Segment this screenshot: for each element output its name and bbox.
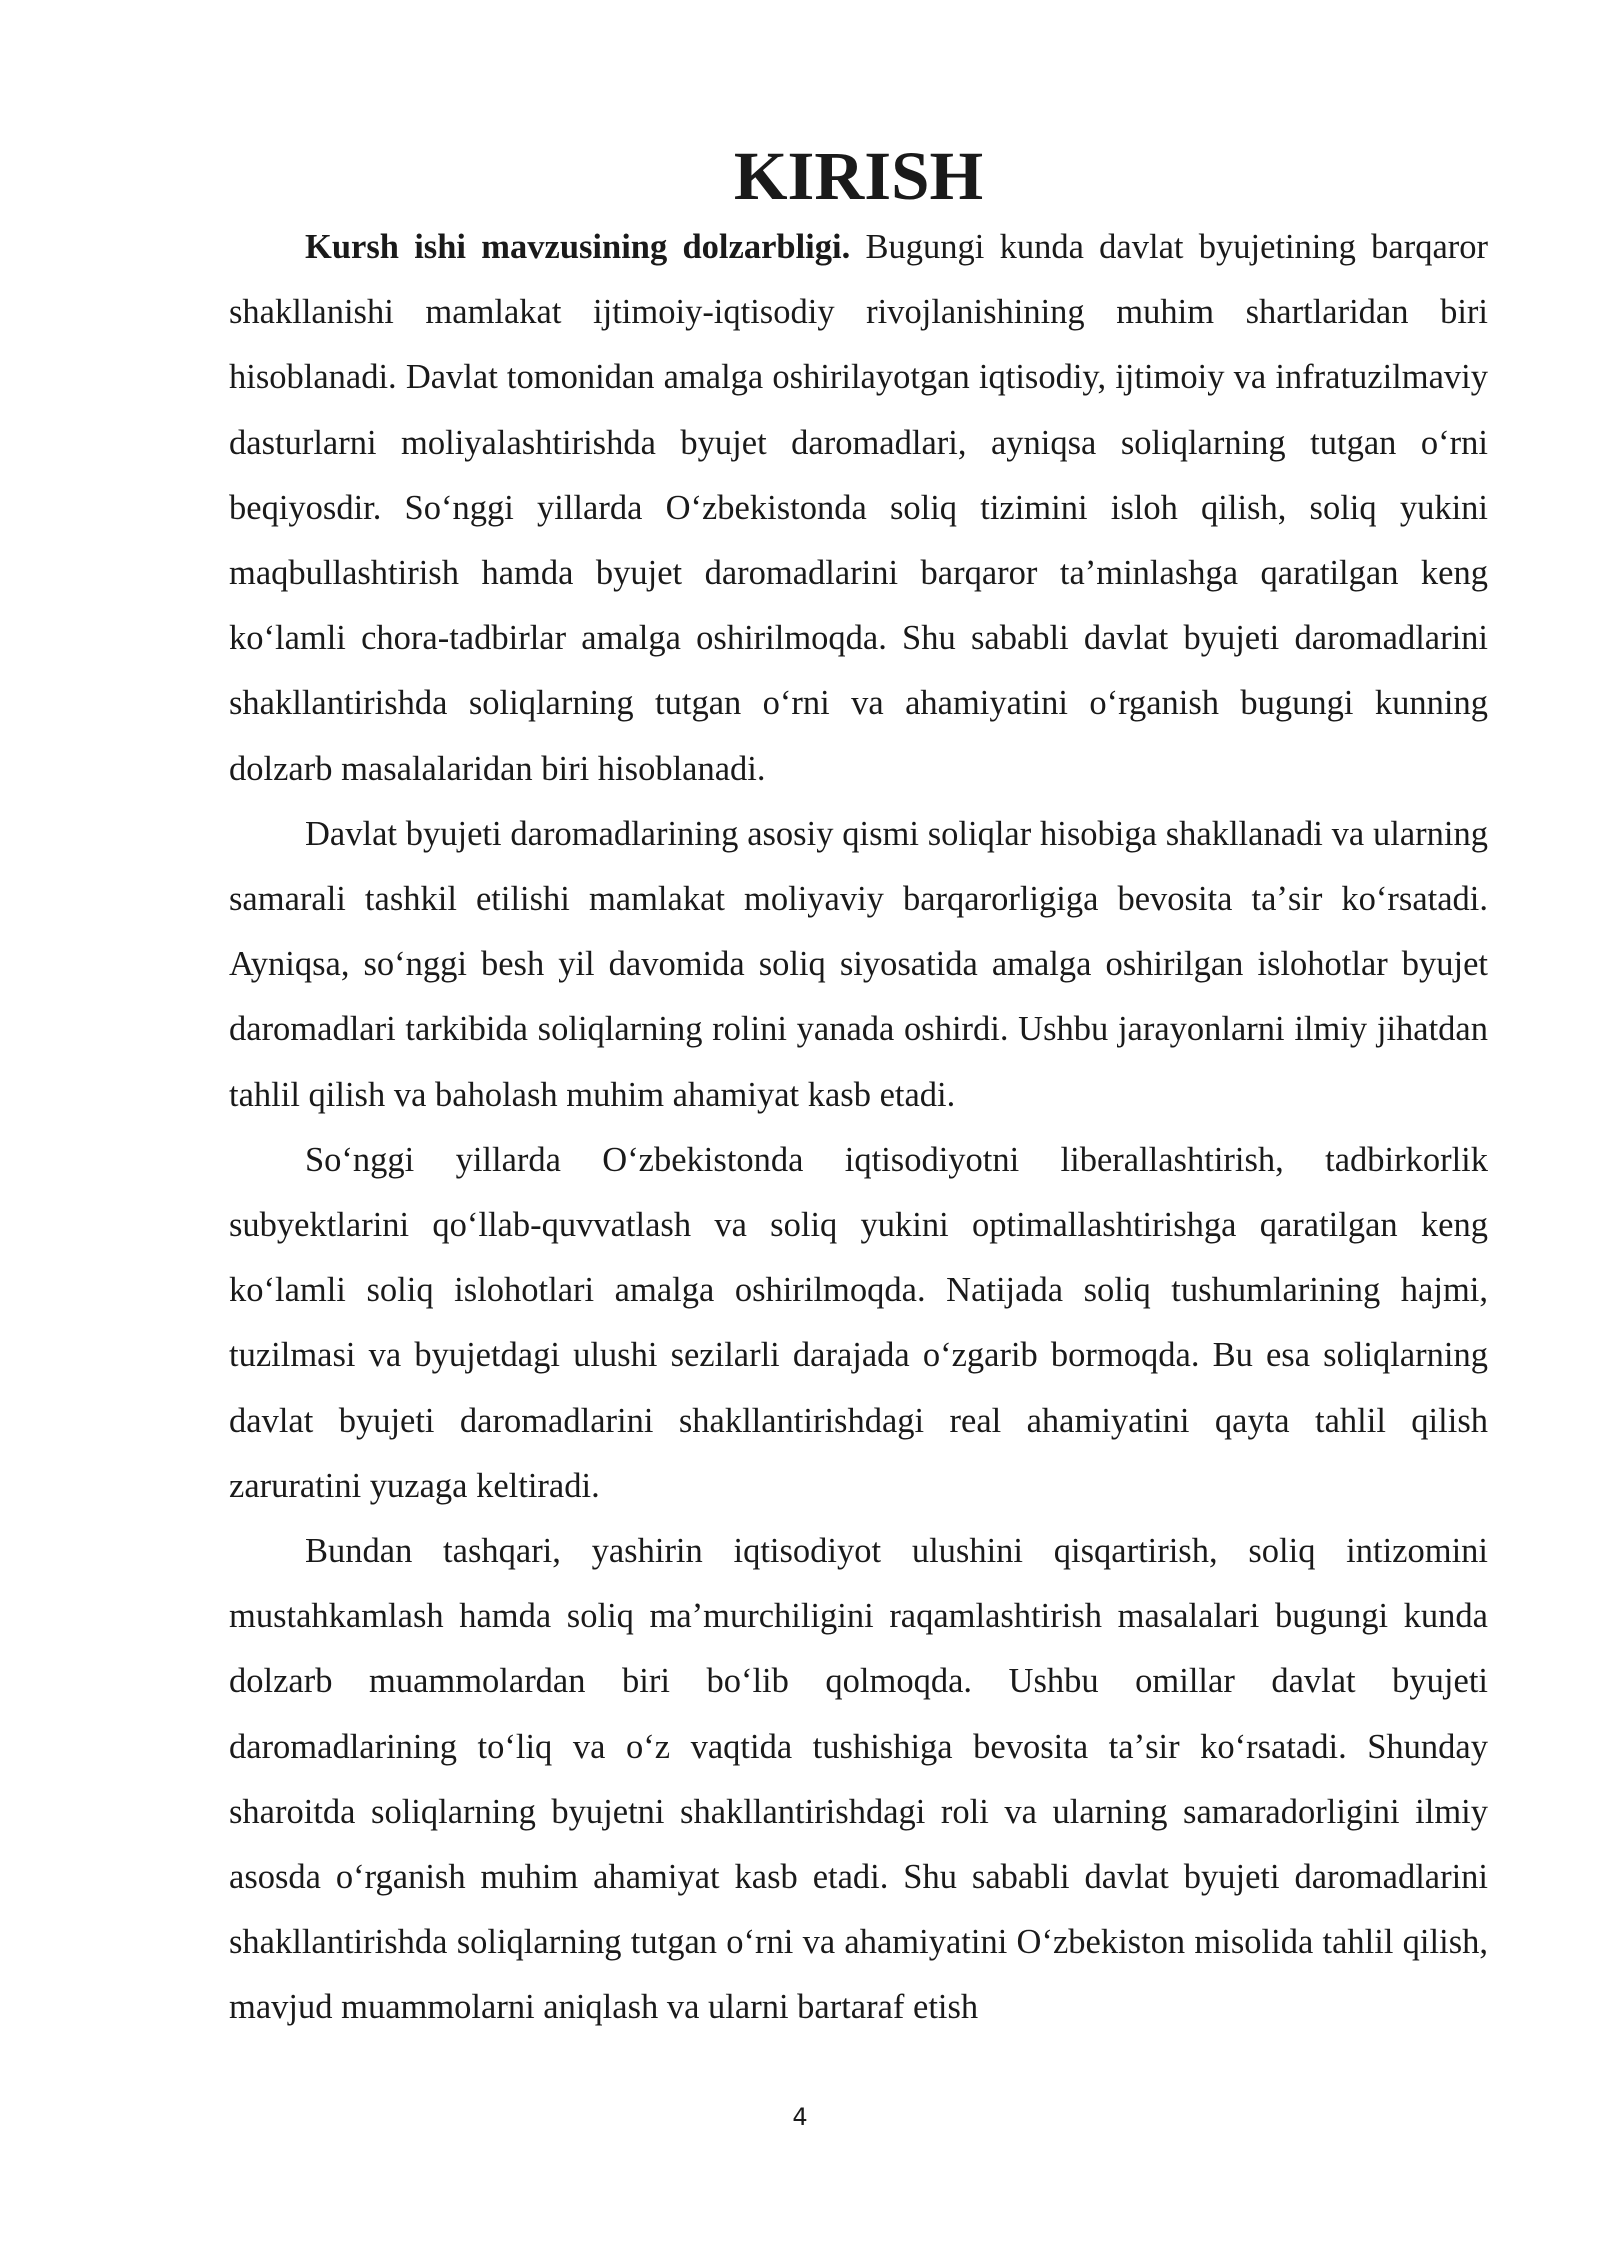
paragraph-text: Bugungi kunda davlat byujetining barqaror shakllanishi mamlakat ijtimoiy-iqtisodiy rivojlanishining muhim shartlaridan biri hisoblanadi. Davlat tomonidan amalga oshirilayotgan iqtisodiy, ijtimoiy va infratuzilmaviy dasturlarni moliyalashtirishda byujet daromadlari, ayniqsa soliqlarning tutgan oʻrni beqiyosdir. Soʻnggi yillarda Oʻzbekistonda soliq tizimini isloh qilish, soliq yukini maqbullashtirish hamda byujet daromadlarini barqaror taʼminlashga qaratilgan keng koʻlamli chora-tadbirlar amalga oshirilmoqda. Shu sababli davlat byujeti daromadlarini shakllantirishda soliqlarning tutgan oʻrni va ahamiyatini oʻrganish bugungi kunning dolzarb masalalaridan biri hisoblanadi. <box>229 228 1488 788</box>
paragraph-tax-reforms: Soʻnggi yillarda Oʻzbekistonda iqtisodiyotni liberallashtirish, tadbirkorlik subyektlarini qoʻllab-quvvatlash va soliq yukini optimallashtirishga qaratilgan keng koʻlamli soliq islohotlari amalga oshirilmoqda. Natijada soliq tushumlarining hajmi, tuzilmasi va byujetdagi ulushi sezilarli darajada oʻzgarib bormoqda. Bu esa soliqlarning davlat byujeti daromadlarini shakllantirishdagi real ahamiyatini qayta tahlil qilish zaruratini yuzaga keltiradi. <box>229 1140 1488 1505</box>
section-heading: KIRISH <box>733 138 984 214</box>
paragraph-budget-revenue: Davlat byujeti daromadlarining asosiy qismi soliqlar hisobiga shakllanadi va ularning samarali tashkil etilishi mamlakat moliyaviy barqarorligiga bevosita taʼsir koʻrsatadi. Ayniqsa, soʻnggi besh yil davomida soliq siyosatida amalga oshirilgan islohotlar byujet daromadlari tarkibida soliqlarning rolini yanada oshirdi. Ushbu jarayonlarni ilmiy jihatdan tahlil qilish va baholash muhim ahamiyat kasb etadi. <box>229 814 1488 1114</box>
paragraph-lead: Kursh ishi mavzusining dolzarbligi. <box>305 228 851 266</box>
paragraph-relevance <box>229 215 1488 802</box>
page-number: 4 <box>792 2103 808 2131</box>
paragraph-shadow-economy: Bundan tashqari, yashirin iqtisodiyot ulushini qisqartirish, soliq intizomini mustahkamlash hamda soliq maʼmurchiligini raqamlashtirish masalalari bugungi kunda dolzarb muammolardan biri boʻlib qolmoqda. Ushbu omillar davlat byujeti daromadlarining toʻliq va oʻz vaqtida tushishiga bevosita taʼsir koʻrsatadi. Shunday sharoitda soliqlarning byujetni shakllantirishdagi roli va ularning samaradorligini ilmiy asosda oʻrganish muhim ahamiyat kasb etadi. Shu sababli davlat byujeti daromadlarini shakllantirishda soliqlarning tutgan oʻrni va ahamiyatini Oʻzbekiston misolida tahlil qilish, mavjud muammolarni aniqlash va ularni bartaraf etish <box>229 1532 1488 2027</box>
page-content <box>229 138 1488 2041</box>
